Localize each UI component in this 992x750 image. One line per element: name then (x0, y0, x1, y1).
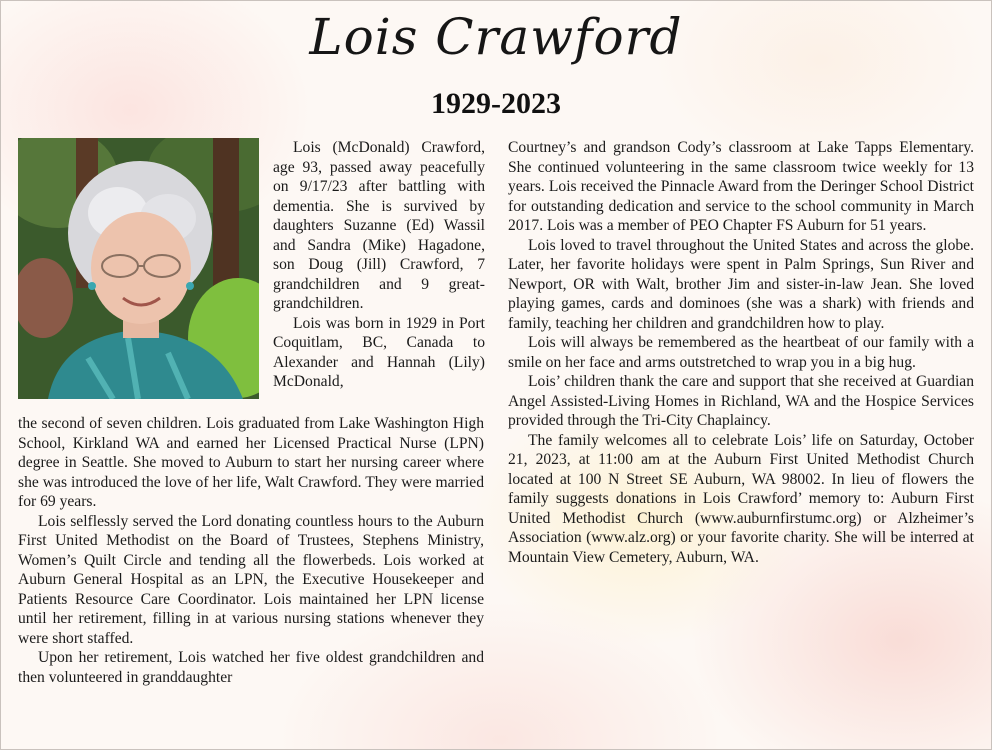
right-paragraph-1: Courtney’s and grandson Cody’s classroom at Lake Tapps Elementary. She continued volunteering in the same classroom twice weekly for 13 years. Lois received the Pinnacle Award from the Deringer School District for outstanding dedication and service to the school community in March 2017. Lois was a member of PEO Chapter FS Auburn for 51 years. (508, 139, 974, 234)
right-column (508, 138, 974, 567)
right-paragraph-2: Lois loved to travel throughout the United States and across the globe. Later, her favorite holidays were spent in Palm Springs, Sun River and Newport, OR with Walt, brother Jim and sister-in-law Jean. She loved playing games, cards and dominoes (she was a shark) with friends and family, teaching her children and grandchildren how to play. (508, 236, 974, 332)
right-paragraph-4: Lois’ children thank the care and support that she received at Guardian Angel Assisted-Living Homes in Richland, WA and the Hospice Services provided through the Tri-City Chaplaincy. (508, 373, 974, 429)
portrait-photo (18, 138, 259, 399)
deceased-name: Lois Crawford (309, 8, 683, 66)
intro-paragraph-2: Lois was born in 1929 in Port Coquitlam, BC, Canada to Alexander and Hannah (Lily) McDonald, (273, 314, 485, 390)
intro-paragraph-1: Lois (McDonald) Crawford, age 93, passed away peacefully on 9/17/23 after battling with dementia. She is survived by daughters Suzanne (Ed) Wassil and Sandra (Mike) Hagadone, son Doug (Jill) Crawford, 7 grandchildren and 9 great-grandchildren. (273, 139, 485, 312)
left-paragraph-2: Lois selflessly served the Lord donating countless hours to the Auburn First United Methodist on the Board of Trustees, Stephens Ministry, Women’s Quilt Circle and tending all the flowerbeds. Lois worked at Auburn General Hospital as an LPN, the Executive Housekeeper and Patients Resource Care Coordinator. Lois maintained her LPN license until her retirement, filling in at various nursing stations whenever they were short staffed. (18, 512, 484, 647)
right-paragraph-5: The family welcomes all to celebrate Lois’ life on Saturday, October 21, 2023, at 11:00 am at the Auburn First United Methodist Church located at 100 N Street SE Auburn, WA 98002. In lieu of flowers the family suggests donations in Lois Crawford’ memory to: Auburn First United Methodist Church (www.auburnfirstumc.org) or Alzheimer’s Association (www.alz.org) or your favorite charity. She will be interred at Mountain View Cemetery, Auburn, WA. (508, 431, 974, 566)
intro-column (273, 138, 485, 392)
left-paragraph-3: Upon her retirement, Lois watched her five oldest grandchildren and then volunteered in granddaughter (18, 649, 484, 686)
life-years: 1929-2023 (431, 87, 561, 120)
left-column (18, 414, 484, 687)
left-paragraph-1: the second of seven children. Lois graduated from Lake Washington High School, Kirkland WA and earned her Licensed Practical Nurse (LPN) degree in Seattle. She moved to Auburn to start her nursing career where she was introduced the love of her life, Walt Crawford. They were married for 69 years. (18, 415, 484, 510)
right-paragraph-3: Lois will always be remembered as the heartbeat of our family with a smile on her face and arms outstretched to wrap you in a big hug. (508, 334, 974, 371)
